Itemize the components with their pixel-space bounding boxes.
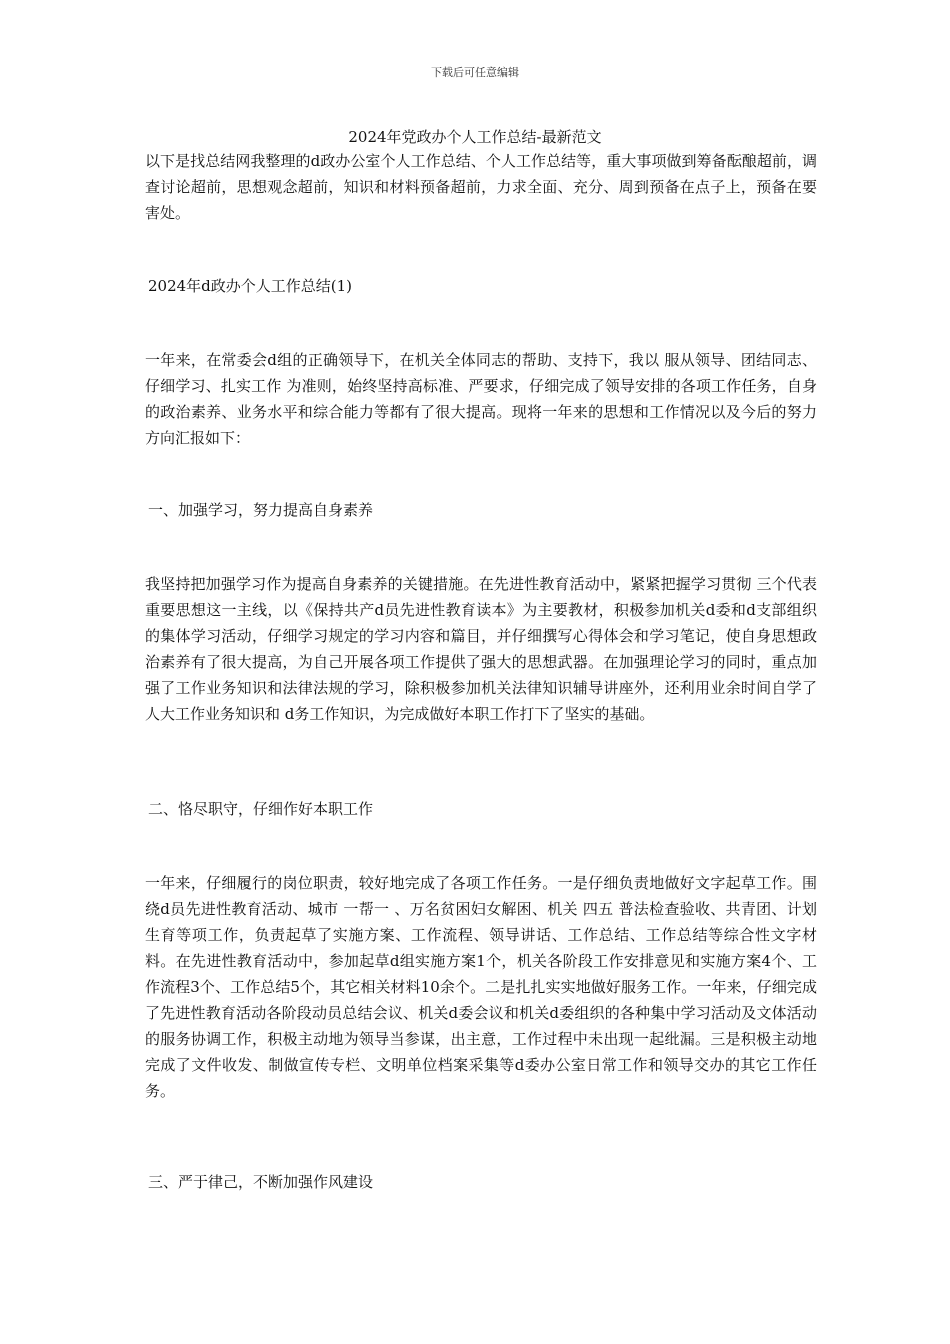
body-paragraph-3: 一年来，仔细履行的岗位职责，较好地完成了各项工作任务。一是仔细负责地做好文字起草工作。围绕d员先进性教育活动、城市 一帮一 、万名贫困妇女解困、机关 四五 普法检查验收、共青团、计划生育等项工作，负责起草了实施方案、工作流程、领导讲话、工作总结、工作总结等综合性文字材料。在先进性教育活动中，参加起草d组实施方案1个，机关各阶段工作安排意见和实施方案4个、工作流程3个、工作总结5个，其它相关材料10余个。二是扎扎实实地做好服务工作。一年来，仔细完成了先进性教育活动各阶段动员总结会议、机关d委会议和机关d委组织的各种集中学习活动及文体活动的服务协调工作，积极主动地为领导当参谋，出主意，工作过程中未出现一起纰漏。三是积极主动地完成了文件收发、制做宣传专栏、文明单位档案采集等d委办公室日常工作和领导交办的其它工作任务。 xyxy=(145,874,817,1100)
section-heading-1: 一、加强学习，努力提高自身素养 xyxy=(148,501,374,519)
body-paragraph-1: 一年来，在常委会d组的正确领导下，在机关全体同志的帮助、支持下，我以 服从领导、团结同志、仔细学习、扎实工作 为准则，始终坚持高标准、严要求，仔细完成了领导安排的各项工作任务，自身的政治素养、业务水平和综合能力等都有了很大提高。现将一年来的思想和工作情况以及今后的努力方向汇报如下： xyxy=(145,351,817,447)
document-subtitle: 2024年d政办个人工作总结(1) xyxy=(148,277,353,295)
body-paragraph-2: 我坚持把加强学习作为提高自身素养的关键措施。在先进性教育活动中，紧紧把握学习贯彻 三个代表 重要思想这一主线，以《保持共产d员先进性教育读本》为主要教材，积极参加机关d委和d支部组织的集体学习活动，仔细学习规定的学习内容和篇目，并仔细撰写心得体会和学习笔记，使自身思想政治素养有了很大提高，为自己开展各项工作提供了强大的思想武器。在加强理论学习的同时，重点加强了工作业务知识和法律法规的学习，除积极参加机关法律知识辅导讲座外，还利用业余时间自学了人大工作业务知识和 d务工作知识，为完成做好本职工作打下了坚实的基础。 xyxy=(145,575,817,723)
document-title: 2024年党政办个人工作总结-最新范文 xyxy=(348,128,602,146)
section-heading-3: 三、严于律己，不断加强作风建设 xyxy=(148,1173,374,1191)
intro-paragraph: 以下是找总结网我整理的d政办公室个人工作总结、个人工作总结等，重大事项做到筹备酝酿超前，调查讨论超前，思想观念超前，知识和材料预备超前，力求全面、充分、周到预备在点子上，预备在要害处。 xyxy=(145,152,817,222)
section-heading-2: 二、恪尽职守，仔细作好本职工作 xyxy=(148,800,374,818)
page-header-note: 下载后可任意编辑 xyxy=(431,66,519,79)
